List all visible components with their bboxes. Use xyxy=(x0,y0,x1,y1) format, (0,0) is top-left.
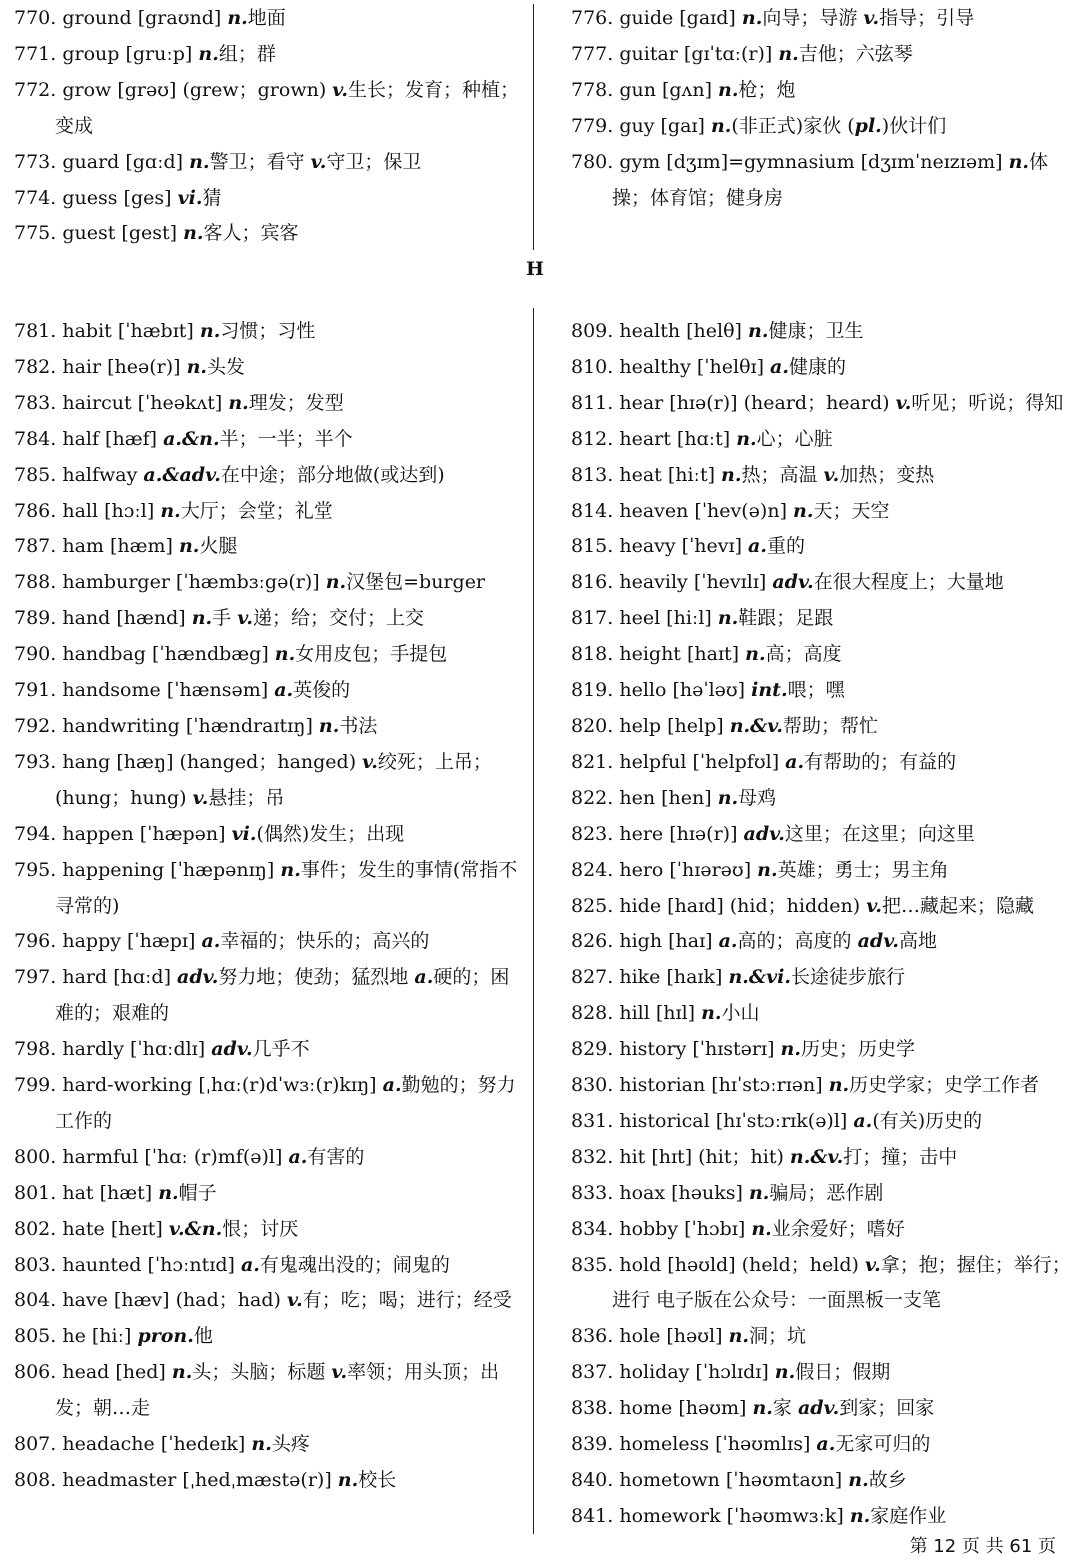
main-right-column xyxy=(571,314,1071,1535)
vocab-entry: 804. have [hæv] (had；had) v.有；吃；喝；进行；经受 xyxy=(14,1289,512,1312)
vocab-entry: 835. hold [həʊld] (held；held) v.拿；抱；握住；举行；进行 电子版在公众号：一面黑板一支笔 xyxy=(571,1253,1071,1312)
vocab-entry: 832. hit [hɪt] (hit；hit) n.&v.打；撞；击中 xyxy=(571,1145,958,1168)
vocab-entry: 805. he [hiː] pron.他 xyxy=(14,1325,213,1348)
vocab-entry: 807. headache [ˈhedeɪk] n.头疼 xyxy=(14,1433,310,1456)
vocab-entry: 786. hall [hɔːl] n.大厅；会堂；礼堂 xyxy=(14,499,333,522)
column-divider-main xyxy=(533,308,534,1534)
vocab-entry: 822. hen [hen] n.母鸡 xyxy=(571,786,777,809)
vocab-entry: 837. holiday [ˈhɔlɪdɪ] n.假日；假期 xyxy=(571,1361,891,1384)
vocab-entry: 827. hike [haɪk] n.&vi.长途徒步旅行 xyxy=(571,966,905,989)
vocab-entry: 771. group [gruːp] n.组；群 xyxy=(14,42,276,65)
vocab-entry: 823. here [hɪə(r)] adv.这里；在这里；向这里 xyxy=(571,822,975,845)
vocab-entry: 781. habit [ˈhæbɪt] n.习惯；习性 xyxy=(14,320,316,342)
vocab-entry: 791. handsome [ˈhænsəm] a.英俊的 xyxy=(14,679,351,702)
vocab-entry: 794. happen [ˈhæpən] vi.(偶然)发生；出现 xyxy=(14,822,405,845)
vocab-entry: 812. heart [hɑːt] n.心；心脏 xyxy=(571,427,833,450)
vocab-entry: 803. haunted [ˈhɔːntɪd] a.有鬼魂出没的；闹鬼的 xyxy=(14,1253,450,1276)
vocab-entry: 840. hometown [ˈhəʊmtaʊn] n.故乡 xyxy=(571,1469,907,1491)
vocab-entry: 788. hamburger [ˈhæmbɜːgə(r)] n.汉堡包=burger xyxy=(14,571,486,594)
vocab-entry: 816. heavily [ˈhevɪlɪ] adv.在很大程度上；大量地 xyxy=(571,571,1004,594)
vocab-entry: 834. hobby [ˈhɔbɪ] n.业余爱好；嗜好 xyxy=(571,1217,905,1240)
vocab-entry: 787. ham [hæm] n.火腿 xyxy=(14,535,238,558)
vocab-entry: 796. happy [ˈhæpɪ] a.幸福的；快乐的；高兴的 xyxy=(14,930,430,953)
vocab-entry: 770. ground [graʊnd] n.地面 xyxy=(14,7,286,29)
vocab-entry: 772. grow [grəʊ] (grew；grown) v.生长；发育；种植；变成 xyxy=(14,78,520,137)
vocab-entry: 820. help [help] n.&v.帮助；帮忙 xyxy=(571,714,879,737)
vocab-entry: 808. headmaster [ˌhedˌmæstə(r)] n.校长 xyxy=(14,1469,397,1491)
vocab-entry: 836. hole [həʊl] n.洞；坑 xyxy=(571,1325,807,1348)
vocab-entry: 839. homeless [ˈhəʊmlɪs] a.无家可归的 xyxy=(571,1433,931,1456)
vocab-entry: 817. heel [hiːl] n.鞋跟；足跟 xyxy=(571,607,834,630)
vocab-entry: 773. guard [gɑːd] n.警卫；看守 v.守卫；保卫 xyxy=(14,150,422,173)
vocab-entry: 799. hard-working [ˌhɑː(r)dˈwɜː(r)kɪŋ] a.勤勉的；努力工作的 xyxy=(14,1074,516,1132)
vocab-entry: 790. handbag [ˈhændbæg] n.女用皮包；手提包 xyxy=(14,643,448,666)
vocab-entry: 841. homework [ˈhəʊmwɜːk] n.家庭作业 xyxy=(571,1504,947,1527)
main-left-column xyxy=(14,314,524,1499)
vocab-entry: 815. heavy [ˈhevɪ] a.重的 xyxy=(571,535,805,558)
vocab-entry: 789. hand [hænd] n.手 v.递；给；交付；上交 xyxy=(14,607,424,630)
vocab-entry: 775. guest [gest] n.客人；宾客 xyxy=(14,222,299,245)
top-right-column xyxy=(571,1,1071,216)
vocab-entry: 800. harmful [ˈhɑː (r)mf(ə)l] a.有害的 xyxy=(14,1145,365,1168)
vocab-entry: 818. height [haɪt] n.高；高度 xyxy=(571,643,842,666)
vocab-entry: 777. guitar [gɪˈtɑː(r)] n.吉他；六弦琴 xyxy=(571,42,913,65)
vocab-entry: 821. helpful [ˈhelpfʊl] a.有帮助的；有益的 xyxy=(571,750,957,773)
vocab-entry: 806. head [hed] n.头；头脑；标题 v.率领；用头顶；出发；朝…走 xyxy=(14,1361,500,1420)
vocab-entry: 833. hoax [həuks] n.骗局；恶作剧 xyxy=(571,1181,884,1204)
vocab-entry: 784. half [hæf] a.&n.半；一半；半个 xyxy=(14,427,353,450)
vocab-entry: 792. handwriting [ˈhændraɪtɪŋ] n.书法 xyxy=(14,714,378,737)
vocab-entry: 774. guess [ges] vi.猜 xyxy=(14,186,222,209)
vocab-entry: 797. hard [hɑːd] adv.努力地；使劲；猛烈地 a.硬的；困难的；艰难的 xyxy=(14,966,510,1025)
vocab-entry: 831. historical [hɪˈstɔːrɪk(ə)l] a.(有关)历史的 xyxy=(571,1109,983,1132)
vocab-entry: 780. gym [dʒɪm]=gymnasium [dʒɪmˈneɪzɪəm] n.体操；体育馆；健身房 xyxy=(571,150,1049,209)
vocab-entry: 783. haircut [ˈheəkʌt] n.理发；发型 xyxy=(14,391,344,414)
vocab-entry: 819. hello [həˈləʊ] int.喂；嘿 xyxy=(571,679,845,702)
vocab-entry: 795. happening [ˈhæpənɪŋ] n.事件；发生的事情(常指不寻常的) xyxy=(14,858,518,917)
top-left-column xyxy=(14,1,524,252)
vocab-entry: 778. gun [gʌn] n.枪；炮 xyxy=(571,78,796,101)
vocab-entry: 825. hide [haɪd] (hid；hidden) v.把…藏起来；隐藏 xyxy=(571,894,1034,917)
vocab-entry: 824. hero [ˈhɪərəʊ] n.英雄；勇士；男主角 xyxy=(571,858,949,881)
section-letter-heading: H xyxy=(526,258,544,280)
vocab-entry: 779. guy [gaɪ] n.(非正式)家伙 (pl.)伙计们 xyxy=(571,114,947,137)
vocab-entry: 810. healthy [ˈhelθɪ] a.健康的 xyxy=(571,355,846,378)
column-divider-top xyxy=(533,4,534,250)
vocab-entry: 793. hang [hæŋ] (hanged；hanged) v.绞死；上吊；(hung；hung) v.悬挂；吊 xyxy=(14,750,492,809)
vocab-entry: 802. hate [heɪt] v.&n.恨；讨厌 xyxy=(14,1217,299,1240)
vocab-entry: 830. historian [hɪˈstɔːrɪən] n.历史学家；史学工作者 xyxy=(571,1074,1040,1097)
vocab-entry: 798. hardly [ˈhɑːdlɪ] adv.几乎不 xyxy=(14,1038,310,1061)
vocab-entry: 814. heaven [ˈhev(ə)n] n.天；天空 xyxy=(571,499,890,522)
vocab-entry: 838. home [həʊm] n.家 adv.到家；回家 xyxy=(571,1397,935,1420)
vocab-entry: 782. hair [heə(r)] n.头发 xyxy=(14,355,246,378)
vocab-entry: 826. high [haɪ] a.高的；高度的 adv.高地 xyxy=(571,930,937,953)
page-number-footer: 第 12 页 共 61 页 xyxy=(909,1536,1056,1557)
vocab-entry: 801. hat [hæt] n.帽子 xyxy=(14,1181,217,1204)
vocab-entry: 785. halfway a.&adv.在中途；部分地做(或达到) xyxy=(14,463,445,486)
vocab-entry: 828. hill [hɪl] n.小山 xyxy=(571,1002,760,1025)
vocab-entry: 811. hear [hɪə(r)] (heard；heard) v.听见；听说；得知 xyxy=(571,391,1064,414)
vocab-entry: 809. health [helθ] n.健康；卫生 xyxy=(571,320,864,342)
vocab-entry: 829. history [ˈhɪstərɪ] n.历史；历史学 xyxy=(571,1038,915,1061)
vocab-entry: 813. heat [hiːt] n.热；高温 v.加热；变热 xyxy=(571,463,935,486)
vocab-entry: 776. guide [gaɪd] n.向导；导游 v.指导；引导 xyxy=(571,7,975,29)
